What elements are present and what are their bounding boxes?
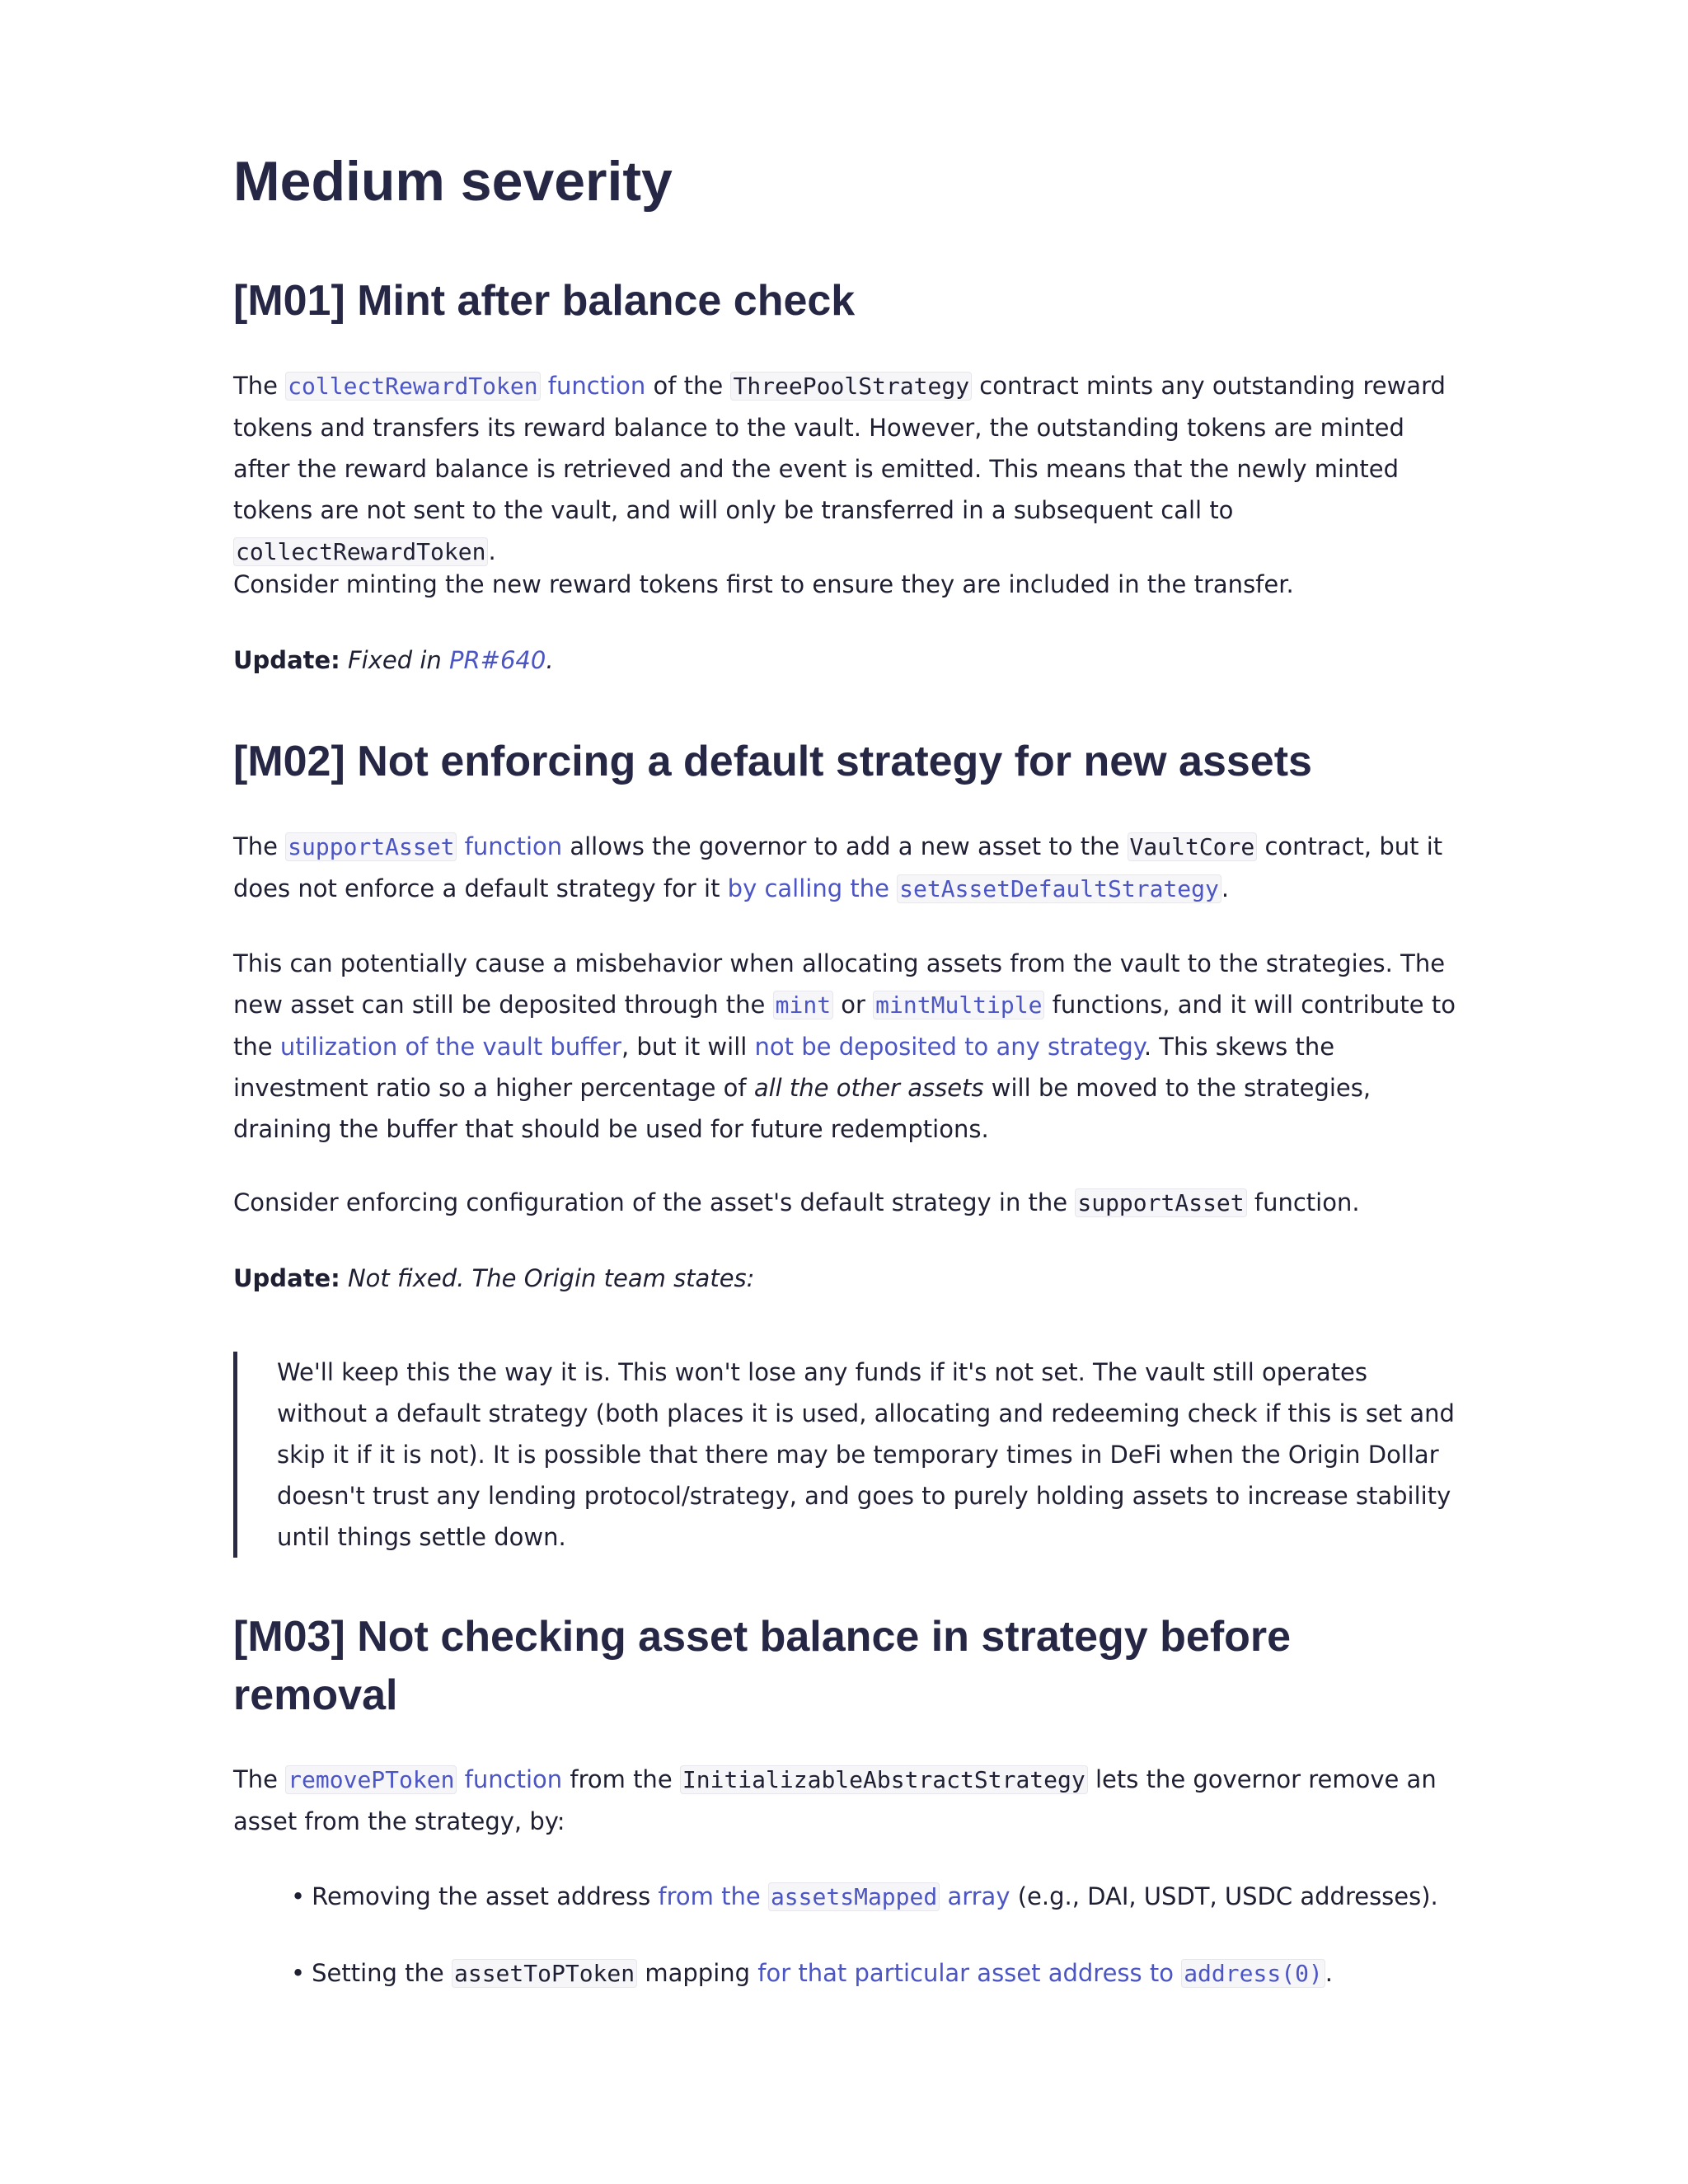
heading-m03: [M03] Not checking asset balance in strategy before removal [233, 1613, 1292, 1719]
code-support-asset: supportAsset [1075, 1188, 1246, 1217]
m02-paragraph-1: The supportAsset function allows the governor to add a new asset to the VaultCore contract, but it does not enforce a default strategy for it by calling the setAssetDefaultStrategy . [233, 832, 1443, 902]
link-remove-ptoken-function[interactable]: removePToken function [285, 1765, 562, 1793]
m03-paragraph-1: The removePToken function from the InitializableAbstractStrategy lets the governor remove an asset from the strategy, by: [233, 1765, 1437, 1835]
m02-paragraph-3: Consider enforcing configuration of the asset's default strategy in the supportAsset function. [233, 1188, 1360, 1216]
m03-bullet-list [291, 1876, 1457, 1994]
m01-paragraph-2: Consider minting the new reward tokens first to ensure they are included in the transfer. [233, 570, 1294, 598]
code-vault-core: VaultCore [1128, 832, 1258, 861]
m02-quote: We'll keep this the way it is. This won't lose any funds if it's not set. The vault still operates without a default strategy (both places it is used, allocating and redeeming check if this is set and skip it if it is not). It is possible that there may be temporary times in DeFi when the Origin Dollar doesn't trust any lending protocol/strategy, and goes to purely holding assets to increase stability until things settle down. [233, 1352, 1457, 1558]
heading-m02: [M02] Not enforcing a default strategy for new assets [233, 738, 1312, 785]
link-address-zero[interactable]: for that particular asset address to address(0) [757, 1959, 1325, 1987]
link-assets-mapped-array[interactable]: from the assetsMapped array [658, 1882, 1010, 1910]
m01-paragraph-1: The collectRewardToken function of the ThreePoolStrategy contract mints any outstanding reward tokens and transfers its reward balance to the vault. However, the outstanding tokens are minted after the reward balance is retrieved and the event is emitted. This means that the newly minted tokens are not sent to the vault, and will only be transferred in a subsequent call to collectRewardToken . [233, 372, 1446, 565]
link-set-asset-default-strategy[interactable]: by calling the setAssetDefaultStrategy [728, 874, 1221, 902]
m02-update: Update: Not fixed. The Origin team states: [233, 1264, 755, 1292]
link-vault-buffer[interactable]: utilization of the vault buffer [279, 1033, 621, 1061]
link-collect-reward-token-function[interactable]: collectRewardToken function [285, 372, 645, 400]
link-pr-640[interactable]: PR#640 [449, 646, 546, 674]
code-collect-reward-token: collectRewardToken [233, 537, 488, 566]
code-initializable-abstract-strategy: InitializableAbstractStrategy [680, 1765, 1088, 1794]
list-item: • Removing the asset address from the assetsMapped array (e.g., DAI, USDT, USDC addresses). [291, 1882, 1438, 1910]
link-mint[interactable]: mint [773, 991, 833, 1019]
list-item: • Setting the assetToPToken mapping for that particular asset address to address(0) . [291, 1959, 1333, 1987]
m02-paragraph-2: This can potentially cause a misbehavior when allocating assets from the vault to the strategies. The new asset can still be deposited through the mint or mintMultiple functions, and it will contribute to the utilization of the vault buffer, but it will not be deposited to any strategy. This skews the investment ratio so a higher percentage of all the other assets will be moved to the strategies, draining the buffer that should be used for future redemptions. [233, 949, 1456, 1143]
heading-m01: [M01] Mint after balance check [233, 277, 856, 325]
page-title: Medium severity [233, 150, 673, 213]
m01-update: Update: Fixed in PR#640. [233, 646, 554, 674]
link-support-asset-function[interactable]: supportAsset function [285, 832, 562, 860]
code-three-pool-strategy: ThreePoolStrategy [730, 372, 972, 401]
code-asset-to-ptoken: assetToPToken [452, 1959, 637, 1988]
link-mint-multiple[interactable]: mintMultiple [873, 991, 1044, 1019]
link-not-deposited[interactable]: not be deposited to any strategy [754, 1033, 1144, 1061]
